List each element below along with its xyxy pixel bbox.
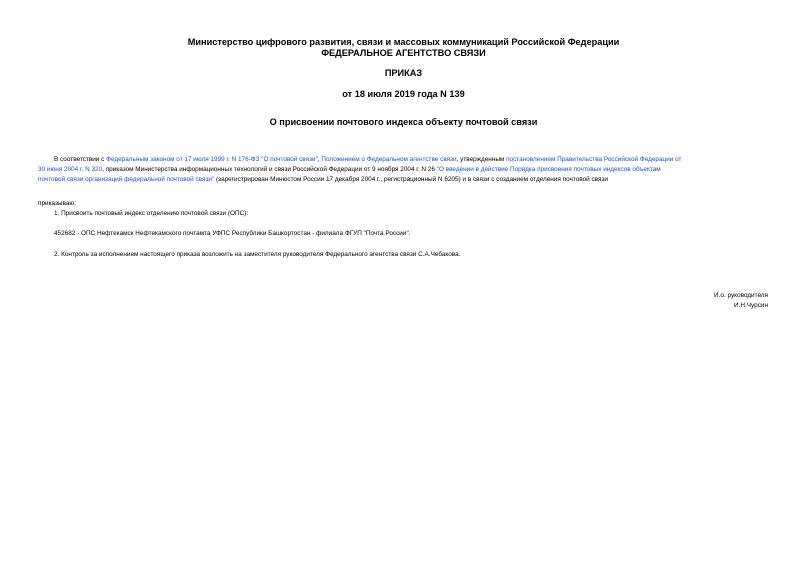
order-item-2: 2. Контроль за исполнением настоящего приказа возложить на заместителя руководителя Федерального агентства связи С.А.Чебакова. bbox=[54, 251, 461, 258]
postal-index-order-link-cont[interactable]: почтовой связи организаций федеральной почтовой связи" bbox=[38, 176, 215, 183]
preamble-line-3 bbox=[38, 175, 770, 185]
agency-name: ФЕДЕРАЛЬНОЕ АГЕНТСТВО СВЯЗИ bbox=[321, 48, 486, 58]
preamble-text: , приказом Министерства информационных технологий и связи Российской Федерации от 9 ноября 2004 г. N 26 bbox=[102, 166, 437, 173]
signatory-role: И.о. руководителя bbox=[714, 292, 768, 299]
document-date-number: от 18 июля 2019 года N 139 bbox=[342, 89, 465, 99]
order-item-1: 1. Присвоить почтовый индекс отделению почтовой связи (ОПС): bbox=[54, 210, 249, 217]
preamble-paragraph bbox=[38, 155, 770, 185]
preamble-line-2 bbox=[38, 165, 770, 175]
federal-law-link[interactable]: Федеральным законом от 17 июля 1999 г. N 176-ФЗ "О почтовой связи" bbox=[106, 156, 318, 163]
preamble-line-1 bbox=[54, 155, 770, 165]
ministry-name: Министерство цифрового развития, связи и массовых коммуникаций Российской Федерации bbox=[187, 37, 620, 47]
order-verb: приказываю: bbox=[38, 200, 76, 207]
preamble-text: В соответствии с bbox=[54, 156, 107, 163]
preamble-text: (зарегистрирован Минюстом России 17 декабря 2004 г., регистрационный N 6205) и в связи с созданием отделения почтовой связи bbox=[214, 176, 608, 183]
preamble-text: , утвержденным bbox=[456, 156, 507, 163]
government-decree-link[interactable]: постановлением Правительства Российской Федерации от bbox=[506, 156, 682, 163]
agency-regulation-link[interactable]: Положением о Федеральном агентстве связи bbox=[321, 156, 457, 163]
government-decree-link-cont[interactable]: 30 июня 2004 г. N 320 bbox=[38, 166, 103, 173]
postal-index-order-link[interactable]: "О введении в действие Порядка присвоения почтовых индексов объектам bbox=[436, 166, 661, 173]
preamble-text: , bbox=[317, 156, 322, 163]
document-title: О присвоении почтового индекса объекту почтовой связи bbox=[269, 117, 538, 127]
signatory-name: И.Н.Чурсин bbox=[734, 302, 768, 309]
document-type: ПРИКАЗ bbox=[384, 68, 423, 78]
ops-designation: 452682 - ОПС Нефтекамск Нефтекамского почтамта УФПС Республики Башкортостан - филиала ФГУП "Почта России". bbox=[54, 230, 411, 237]
